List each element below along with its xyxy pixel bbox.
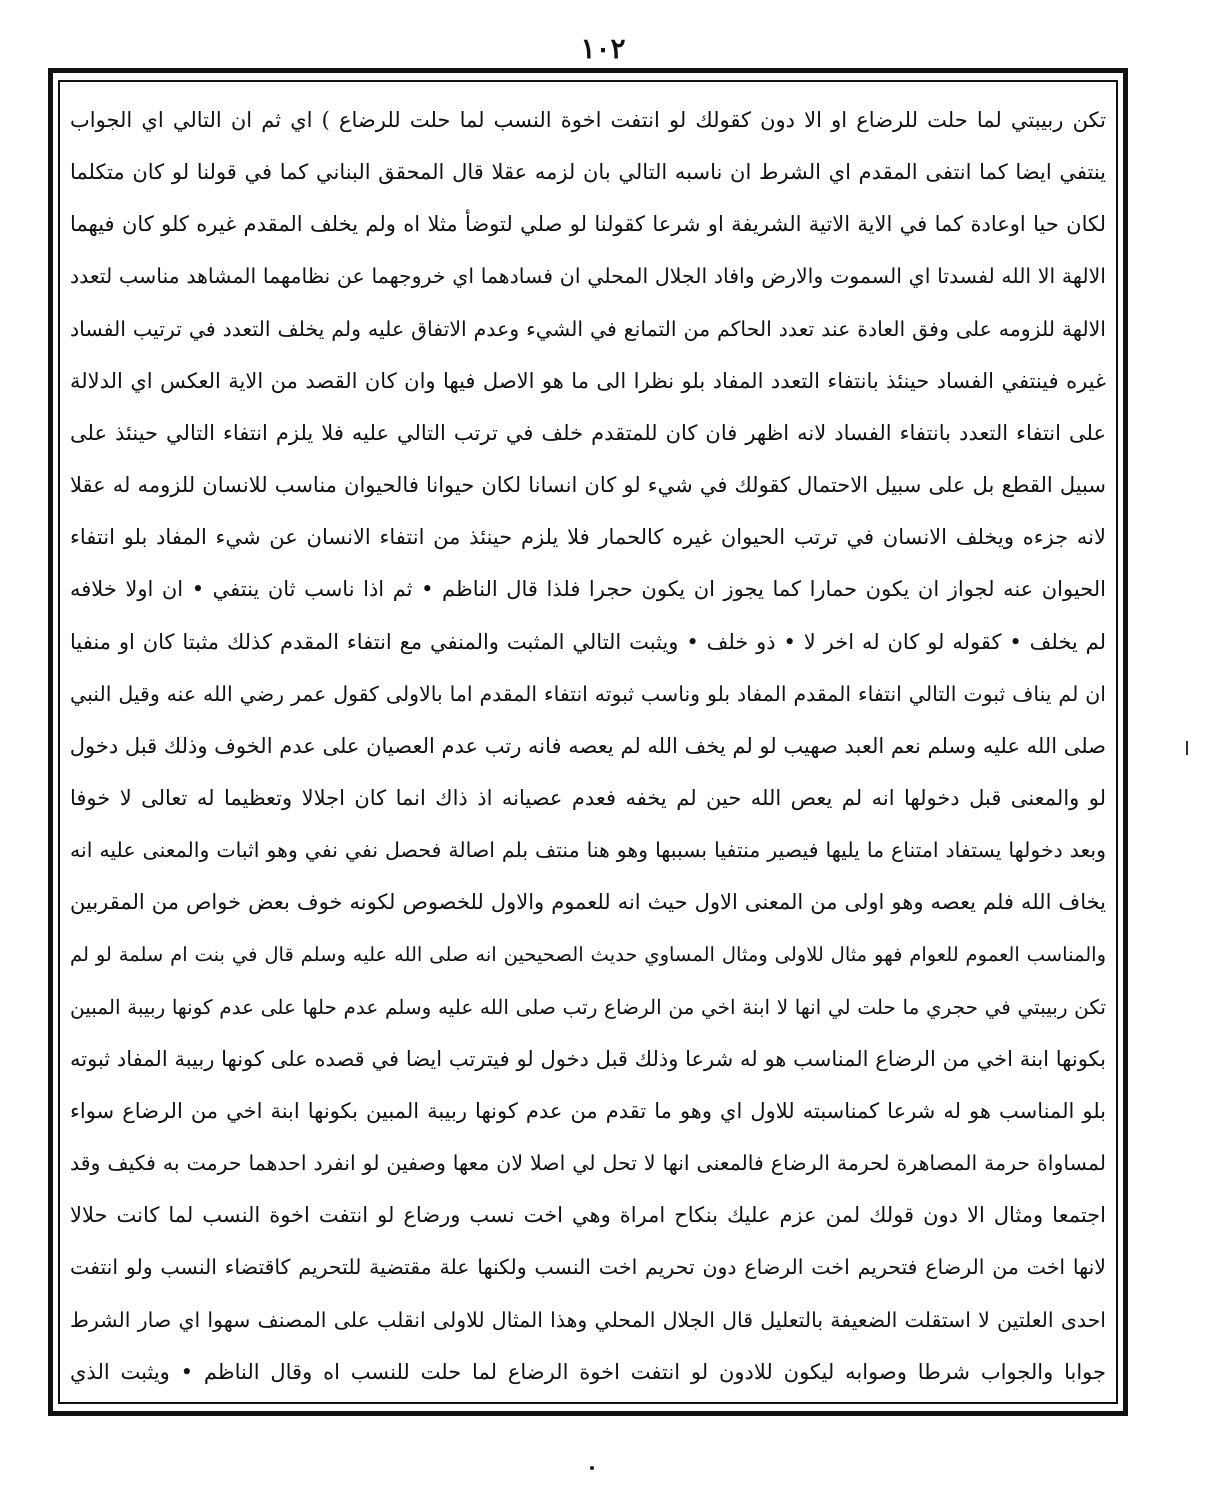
text-line: الالهة للزومه على وفق العادة عند تعدد الحاكم من التمانع في الشيء وعدم الاتفاق عليه ولم يخلف التعدد في ترتيب الفساد — [70, 316, 1106, 341]
text-line: تكن ربيبتي لما حلت للرضاع او الا دون كقولك لو انتفت اخوة النسب لما حلت للرضاع ) اي ثم ان التالي اي الجواب — [70, 108, 1106, 132]
text-line: الحيوان عنه لجواز ان يكون حمارا كما يجوز ان يكون حجرا فلذا قال الناظم • ثم اذا ناسب ثان ينتفي • ان اولا خلافه — [70, 577, 1106, 602]
text-line: والمناسب العموم للعوام فهو مثال للاولى ومثال المساوي حديث الصحيحين انه صلى الله عليه وسلم قال في بنت ام سلمة لو لم — [70, 942, 1106, 966]
text-line: لو والمعنى قبل دخولها انه لم يعص الله حين لم يخفه فعدم عصيانه اذ ذاك انما كان اجلالا وتعظيما له تعالى لا خوفا — [70, 786, 1106, 811]
text-line: احدى العلتين لا استقلت الضعيفة بالتعليل قال الجلال المحلي وهذا المثال للاولى انقلب على المصنف سهوا اي صار الشرط — [70, 1307, 1106, 1332]
text-line: غيره فينتفي الفساد حينئذ بانتفاء التعدد المفاد بلو نظرا الى ما هو الاصل فيها وان كان القصد من الاية العكس اي الدلالة — [70, 368, 1106, 393]
text-line: سبيل القطع بل على سبيل الاحتمال كقولك في شيء لو كان انسانا لكان حيوانا فالحيوان مناسب للانسان للزومه له عقلا — [70, 473, 1106, 498]
text-line: وبعد دخولها يستفاد امتناع ما يليها فيصير منتفيا بسببها وهو هنا منتف بلم اصالة فحصل نفي نفي وهو اثبات والمعنى عليه انه — [70, 838, 1106, 863]
margin-mark — [1186, 741, 1188, 755]
text-line: ينتفي ايضا كما انتفى المقدم اي الشرط ان ناسبه التالي بان لزمه عقلا قال المحقق البناني كما في قولنا لو كان متكلما — [70, 160, 1106, 185]
text-line: لم يخلف • كقوله لو كان له اخر لا • ذو خلف • ويثبت التالي المثبت والمنفي مع انتفاء المقدم كذلك مثبتا كان او منفيا — [70, 629, 1106, 654]
text-line: ان لم يناف ثبوت التالي انتفاء المقدم المفاد بلو وناسب ثبوته انتفاء المقدم اما بالاولى كقول عمر رضي الله عنه وقيل النبي — [70, 681, 1106, 706]
page-number: ١٠٢ — [580, 32, 626, 65]
text-line: يخاف الله فلم يعصه وهو اولى من المعنى الاول حيث انه للعموم والاول للخصوص لكونه خوف بعض خواص من المقربين — [70, 890, 1106, 915]
text-line: الالهة الا الله لفسدتا اي السموت والارض وافاد الجلال المحلي ان فسادهما اي خروجهما عن نظامهما المشاهد مناسب لتعدد — [70, 264, 1106, 289]
text-line: لمساواة حرمة المصاهرة لحرمة الرضاع فالمعنى انها لا تحل لي اصلا لان معها وصفين لو انفرد احدهما حرمت به فكيف وقد — [70, 1151, 1106, 1176]
text-line: اجتمعا ومثال الا دون قولك لمن عزم عليك بنكاح امراة وهي اخت نسب ورضاع لو انتفت اخوة النسب لما كانت حلالا — [70, 1203, 1106, 1228]
text-line: لانها اخت من الرضاع فتحريم اخت الرضاع دون تحريم اخت النسب ولكنها علة مقتضية للتحريم كاقتضاء النسب ولو انتفت — [70, 1255, 1106, 1280]
text-line: لانه جزءه ويخلف الانسان في ترتب الحيوان غيره كالحمار فلا يلزم حينئذ من انتفاء الانسان عن شيء المفاد بلو انتفاء — [70, 525, 1106, 550]
text-line: لكان حيا اوعادة كما في الاية الاتية الشريفة او شرعا كقولنا لو صلي لتوضأ مثلا اه ولم يخلف المقدم غيره كلو كان فيهما — [70, 212, 1106, 237]
body-text — [70, 96, 1106, 1396]
text-line: تكن ربيبتي في حجري ما حلت لي انها لا ابنة اخي من الرضاع رتب صلى الله عليه وسلم عدم حلها على عدم كونها ربيبة المبين — [70, 994, 1106, 1019]
scan-dot — [590, 1466, 594, 1470]
text-line: على انتفاء التعدد بانتفاء الفساد لانه اظهر فان كان للمتقدم خلف في ترتب التالي عليه فلا يلزم انتفاء التالي حينئذ على — [70, 420, 1106, 445]
text-line: بكونها ابنة اخي من الرضاع المناسب هو له شرعا وذلك قبل دخول لو فيترتب ايضا في قصده على كونها ربيبة المفاد ثبوته — [70, 1046, 1106, 1071]
text-line: بلو المناسب هو له شرعا كمناسبته للاول اي وهو ما تقدم من عدم كونها ربيبة المبين بكونها ابنة اخي من الرضاع سواء — [70, 1098, 1106, 1123]
text-line: جوابا والجواب شرطا وصوابه ليكون للادون لو انتفت اخوة الرضاع لما حلت للنسب اه وقال الناظم • ويثبت الذي — [70, 1359, 1106, 1384]
text-line: صلى الله عليه وسلم نعم العبد صهيب لو لم يخف الله لم يعصه فانه رتب عدم العصيان على عدم الخوف وذلك قبل دخول — [70, 733, 1106, 758]
